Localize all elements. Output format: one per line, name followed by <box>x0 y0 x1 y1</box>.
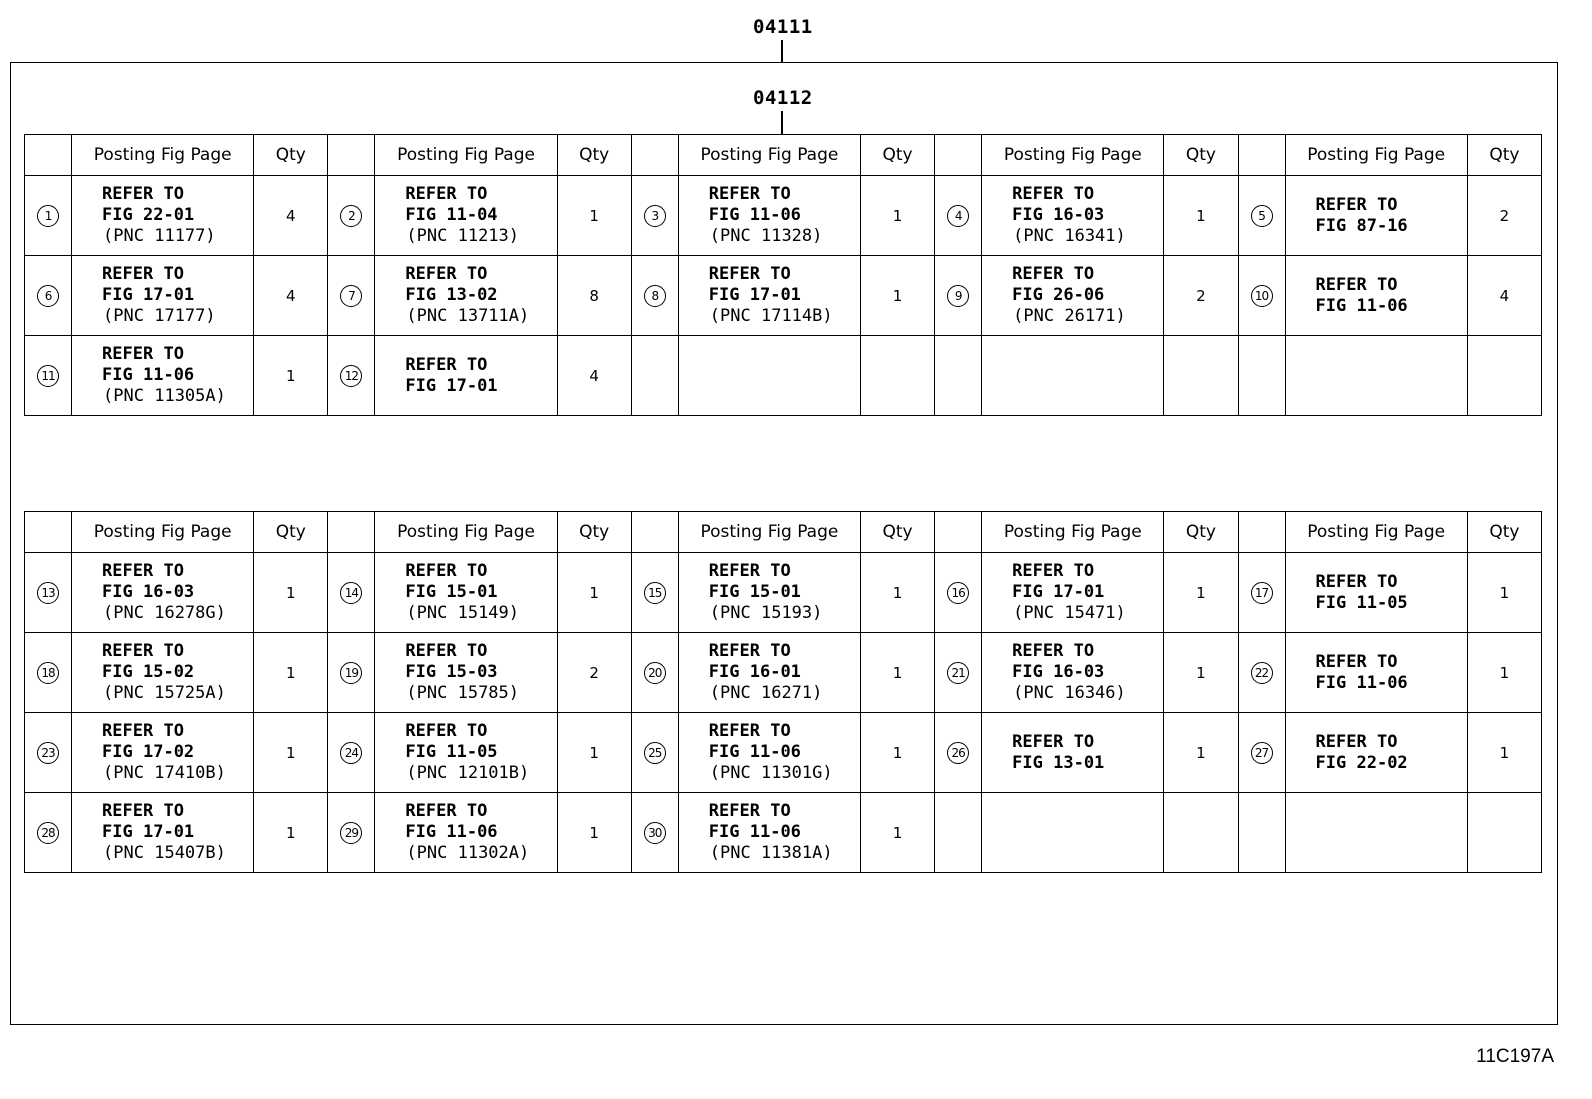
callout-number: 8 <box>644 285 666 307</box>
index-cell <box>25 793 72 873</box>
callout-number: 14 <box>340 582 362 604</box>
reference-cell <box>982 633 1164 713</box>
refer-to-text: REFER TO <box>708 641 791 661</box>
qty-cell: 1 <box>254 713 328 793</box>
refer-to-text: REFER TO <box>102 801 184 821</box>
index-cell <box>1238 336 1285 416</box>
table-row <box>25 713 1542 793</box>
header-index-cell <box>1238 135 1285 176</box>
figure-reference: FIG 11-06 <box>102 365 195 385</box>
figure-reference: FIG 11-06 <box>405 822 498 842</box>
callout-number: 21 <box>947 662 969 684</box>
reference-cell <box>72 633 254 713</box>
index-cell <box>328 793 375 873</box>
qty-cell <box>1164 793 1238 873</box>
header-qty: Qty <box>1164 512 1238 553</box>
table-row <box>25 633 1542 713</box>
refer-to-text: REFER TO <box>102 264 184 284</box>
qty-cell: 1 <box>1164 553 1238 633</box>
refer-to-text: REFER TO <box>1315 274 1398 295</box>
header-index-cell <box>631 512 678 553</box>
refer-to-text: REFER TO <box>1315 194 1398 215</box>
pnc-reference: (PNC 11177) <box>103 226 216 246</box>
figure-reference: FIG 11-06 <box>1315 295 1408 316</box>
callout-number: 20 <box>644 662 666 684</box>
header-index-cell <box>25 512 72 553</box>
reference-cell <box>678 553 860 633</box>
reference-cell <box>72 793 254 873</box>
figure-reference: FIG 26-06 <box>1012 285 1105 305</box>
qty-cell: 1 <box>861 256 935 336</box>
header-qty: Qty <box>1164 135 1238 176</box>
figure-reference: FIG 15-01 <box>708 582 801 602</box>
pnc-reference: (PNC 15785) <box>406 683 520 703</box>
header-index-cell <box>25 135 72 176</box>
qty-cell: 2 <box>1164 256 1238 336</box>
index-cell <box>328 176 375 256</box>
qty-cell: 4 <box>557 336 631 416</box>
callout-number: 26 <box>947 742 969 764</box>
header-index-cell <box>935 135 982 176</box>
index-cell <box>1238 553 1285 633</box>
index-cell <box>935 176 982 256</box>
index-cell <box>935 713 982 793</box>
index-cell <box>631 336 678 416</box>
leader-line-04111 <box>781 40 783 62</box>
parts-table-upper <box>24 134 1542 416</box>
figure-reference: FIG 22-02 <box>1315 752 1408 773</box>
reference-cell <box>72 713 254 793</box>
index-cell <box>25 553 72 633</box>
reference-cell <box>1285 633 1467 713</box>
index-cell <box>631 256 678 336</box>
header-index-cell <box>328 512 375 553</box>
qty-cell: 1 <box>1164 633 1238 713</box>
table-header-row <box>25 135 1542 176</box>
figure-reference: FIG 16-03 <box>1012 662 1105 682</box>
callout-number: 6 <box>37 285 59 307</box>
pnc-reference: (PNC 26171) <box>1013 306 1126 326</box>
index-cell <box>935 633 982 713</box>
refer-to-text: REFER TO <box>102 561 184 581</box>
refer-to-text: REFER TO <box>708 184 791 204</box>
reference-cell <box>72 176 254 256</box>
pnc-reference: (PNC 15407B) <box>103 843 226 863</box>
reference-cell <box>1285 176 1467 256</box>
pnc-reference: (PNC 11305A) <box>103 386 226 406</box>
callout-number: 18 <box>37 662 59 684</box>
index-cell <box>631 553 678 633</box>
parts-table-lower <box>24 511 1542 873</box>
qty-cell <box>1467 336 1541 416</box>
table-row <box>25 176 1542 256</box>
refer-to-text: REFER TO <box>1315 571 1398 592</box>
header-qty: Qty <box>557 135 631 176</box>
pnc-reference: (PNC 11381A) <box>709 843 833 863</box>
index-cell <box>25 633 72 713</box>
callout-number: 9 <box>947 285 969 307</box>
table-row <box>25 553 1542 633</box>
refer-to-text: REFER TO <box>405 354 488 375</box>
pnc-reference: (PNC 12101B) <box>406 763 530 783</box>
header-qty: Qty <box>861 512 935 553</box>
reference-cell <box>982 176 1164 256</box>
index-cell <box>328 553 375 633</box>
callout-number: 29 <box>340 822 362 844</box>
index-cell <box>328 336 375 416</box>
assembly-label-04112: 04112 <box>753 87 813 109</box>
header-posting-fig-page: Posting Fig Page <box>72 135 254 176</box>
pnc-reference: (PNC 16346) <box>1013 683 1126 703</box>
header-qty: Qty <box>1467 512 1541 553</box>
qty-cell: 1 <box>254 633 328 713</box>
refer-to-text: REFER TO <box>708 561 791 581</box>
refer-to-text: REFER TO <box>1012 641 1095 661</box>
reference-cell <box>375 256 557 336</box>
reference-cell <box>982 793 1164 873</box>
index-cell <box>935 553 982 633</box>
qty-cell: 8 <box>557 256 631 336</box>
reference-cell <box>982 553 1164 633</box>
qty-cell <box>861 336 935 416</box>
header-posting-fig-page: Posting Fig Page <box>375 512 557 553</box>
reference-cell <box>1285 713 1467 793</box>
pnc-reference: (PNC 17114B) <box>709 306 833 326</box>
callout-number: 4 <box>947 205 969 227</box>
index-cell <box>328 713 375 793</box>
callout-number: 27 <box>1251 742 1273 764</box>
figure-reference: FIG 11-04 <box>405 205 498 225</box>
pnc-reference: (PNC 11328) <box>709 226 823 246</box>
figure-reference: FIG 87-16 <box>1315 215 1408 236</box>
pnc-reference: (PNC 16271) <box>709 683 823 703</box>
pnc-reference: (PNC 16341) <box>1013 226 1126 246</box>
pnc-reference: (PNC 16278G) <box>103 603 226 623</box>
qty-cell: 1 <box>1467 633 1541 713</box>
figure-reference: FIG 16-03 <box>1012 205 1105 225</box>
reference-cell <box>72 553 254 633</box>
qty-cell: 1 <box>1467 553 1541 633</box>
callout-number: 24 <box>340 742 362 764</box>
figure-reference: FIG 17-01 <box>708 285 801 305</box>
qty-cell: 1 <box>1164 176 1238 256</box>
figure-reference: FIG 17-01 <box>405 375 498 396</box>
header-posting-fig-page: Posting Fig Page <box>375 135 557 176</box>
callout-number: 28 <box>37 822 59 844</box>
reference-cell <box>678 713 860 793</box>
table-row <box>25 793 1542 873</box>
figure-reference: FIG 17-01 <box>1012 582 1105 602</box>
reference-cell <box>375 793 557 873</box>
index-cell <box>1238 713 1285 793</box>
callout-number: 11 <box>37 365 59 387</box>
figure-reference: FIG 13-02 <box>405 285 498 305</box>
figure-reference: FIG 11-06 <box>1315 672 1408 693</box>
figure-reference: FIG 16-01 <box>708 662 801 682</box>
pnc-reference: (PNC 11302A) <box>406 843 530 863</box>
reference-cell <box>375 633 557 713</box>
qty-cell: 4 <box>254 176 328 256</box>
reference-cell <box>375 336 557 416</box>
refer-to-text: REFER TO <box>708 721 791 741</box>
refer-to-text: REFER TO <box>102 344 184 364</box>
index-cell <box>328 633 375 713</box>
qty-cell: 1 <box>557 176 631 256</box>
header-index-cell <box>1238 512 1285 553</box>
header-index-cell <box>935 512 982 553</box>
qty-cell <box>1164 336 1238 416</box>
refer-to-text: REFER TO <box>405 721 488 741</box>
index-cell <box>1238 176 1285 256</box>
header-posting-fig-page: Posting Fig Page <box>72 512 254 553</box>
figure-reference: FIG 11-05 <box>1315 592 1408 613</box>
reference-cell <box>375 176 557 256</box>
callout-number: 5 <box>1251 205 1273 227</box>
callout-number: 2 <box>340 205 362 227</box>
callout-number: 30 <box>644 822 666 844</box>
qty-cell: 4 <box>1467 256 1541 336</box>
index-cell <box>631 176 678 256</box>
refer-to-text: REFER TO <box>102 721 184 741</box>
pnc-reference: (PNC 15149) <box>406 603 520 623</box>
header-posting-fig-page: Posting Fig Page <box>678 135 860 176</box>
refer-to-text: REFER TO <box>1315 651 1398 672</box>
index-cell <box>25 713 72 793</box>
header-qty: Qty <box>861 135 935 176</box>
figure-reference: FIG 15-02 <box>102 662 195 682</box>
header-qty: Qty <box>557 512 631 553</box>
pnc-reference: (PNC 11301G) <box>709 763 833 783</box>
table-row <box>25 336 1542 416</box>
figure-reference: FIG 15-03 <box>405 662 498 682</box>
index-cell <box>631 793 678 873</box>
reference-cell <box>678 633 860 713</box>
index-cell <box>935 336 982 416</box>
qty-cell: 2 <box>1467 176 1541 256</box>
reference-cell <box>72 336 254 416</box>
figure-reference: FIG 22-01 <box>102 205 195 225</box>
refer-to-text: REFER TO <box>1012 731 1095 752</box>
header-posting-fig-page: Posting Fig Page <box>982 135 1164 176</box>
index-cell <box>935 793 982 873</box>
refer-to-text: REFER TO <box>102 641 184 661</box>
reference-cell <box>1285 553 1467 633</box>
header-posting-fig-page: Posting Fig Page <box>1285 512 1467 553</box>
refer-to-text: REFER TO <box>102 184 184 204</box>
index-cell <box>631 633 678 713</box>
index-cell <box>1238 793 1285 873</box>
qty-cell: 1 <box>254 793 328 873</box>
figure-reference: FIG 17-02 <box>102 742 195 762</box>
qty-cell: 4 <box>254 256 328 336</box>
callout-number: 15 <box>644 582 666 604</box>
figure-reference: FIG 16-03 <box>102 582 195 602</box>
index-cell <box>1238 633 1285 713</box>
callout-number: 1 <box>37 205 59 227</box>
header-qty: Qty <box>254 135 328 176</box>
qty-cell: 1 <box>861 633 935 713</box>
qty-cell: 1 <box>254 553 328 633</box>
qty-cell: 1 <box>254 336 328 416</box>
pnc-reference: (PNC 15725A) <box>103 683 226 703</box>
refer-to-text: REFER TO <box>708 264 791 284</box>
qty-cell: 1 <box>861 793 935 873</box>
pnc-reference: (PNC 15471) <box>1013 603 1126 623</box>
index-cell <box>631 713 678 793</box>
pnc-reference: (PNC 15193) <box>709 603 823 623</box>
callout-number: 16 <box>947 582 969 604</box>
refer-to-text: REFER TO <box>405 641 488 661</box>
reference-cell <box>982 336 1164 416</box>
qty-cell: 1 <box>861 553 935 633</box>
pnc-reference: (PNC 17177) <box>103 306 216 326</box>
reference-cell <box>1285 793 1467 873</box>
callout-number: 7 <box>340 285 362 307</box>
refer-to-text: REFER TO <box>1012 184 1095 204</box>
header-index-cell <box>328 135 375 176</box>
reference-cell <box>1285 256 1467 336</box>
refer-to-text: REFER TO <box>708 801 791 821</box>
refer-to-text: REFER TO <box>405 561 488 581</box>
pnc-reference: (PNC 11213) <box>406 226 520 246</box>
qty-cell: 1 <box>1164 713 1238 793</box>
header-posting-fig-page: Posting Fig Page <box>678 512 860 553</box>
reference-cell <box>678 176 860 256</box>
callout-number: 19 <box>340 662 362 684</box>
qty-cell: 2 <box>557 633 631 713</box>
table-header-row <box>25 512 1542 553</box>
header-qty: Qty <box>254 512 328 553</box>
callout-number: 10 <box>1251 285 1273 307</box>
header-posting-fig-page: Posting Fig Page <box>1285 135 1467 176</box>
callout-number: 3 <box>644 205 666 227</box>
refer-to-text: REFER TO <box>405 184 488 204</box>
leader-line-04112 <box>781 111 783 134</box>
header-posting-fig-page: Posting Fig Page <box>982 512 1164 553</box>
index-cell <box>1238 256 1285 336</box>
callout-number: 22 <box>1251 662 1273 684</box>
pnc-reference: (PNC 13711A) <box>406 306 530 326</box>
header-qty: Qty <box>1467 135 1541 176</box>
figure-reference: FIG 11-06 <box>708 822 801 842</box>
reference-cell <box>678 256 860 336</box>
callout-number: 13 <box>37 582 59 604</box>
figure-reference: FIG 17-01 <box>102 285 195 305</box>
reference-cell <box>375 553 557 633</box>
reference-cell <box>678 793 860 873</box>
refer-to-text: REFER TO <box>1315 731 1398 752</box>
assembly-label-04111: 04111 <box>753 16 813 38</box>
qty-cell: 1 <box>557 713 631 793</box>
refer-to-text: REFER TO <box>405 801 488 821</box>
figure-reference: FIG 11-06 <box>708 742 801 762</box>
illustration-code: 11C197A <box>1476 1046 1554 1067</box>
index-cell <box>25 256 72 336</box>
index-cell <box>25 336 72 416</box>
reference-cell <box>678 336 860 416</box>
index-cell <box>25 176 72 256</box>
table-row <box>25 256 1542 336</box>
qty-cell: 1 <box>1467 713 1541 793</box>
figure-reference: FIG 17-01 <box>102 822 195 842</box>
index-cell <box>328 256 375 336</box>
qty-cell: 1 <box>557 553 631 633</box>
refer-to-text: REFER TO <box>1012 561 1095 581</box>
reference-cell <box>982 713 1164 793</box>
figure-reference: FIG 11-06 <box>708 205 801 225</box>
reference-cell <box>375 713 557 793</box>
figure-reference: FIG 15-01 <box>405 582 498 602</box>
figure-reference: FIG 11-05 <box>405 742 498 762</box>
figure-reference: FIG 13-01 <box>1012 752 1105 773</box>
callout-number: 17 <box>1251 582 1273 604</box>
qty-cell: 1 <box>861 713 935 793</box>
reference-cell <box>72 256 254 336</box>
refer-to-text: REFER TO <box>405 264 488 284</box>
reference-cell <box>982 256 1164 336</box>
refer-to-text: REFER TO <box>1012 264 1095 284</box>
qty-cell: 1 <box>861 176 935 256</box>
index-cell <box>935 256 982 336</box>
pnc-reference: (PNC 17410B) <box>103 763 226 783</box>
callout-number: 25 <box>644 742 666 764</box>
callout-number: 23 <box>37 742 59 764</box>
callout-number: 12 <box>340 365 362 387</box>
qty-cell <box>1467 793 1541 873</box>
reference-cell <box>1285 336 1467 416</box>
header-index-cell <box>631 135 678 176</box>
qty-cell: 1 <box>557 793 631 873</box>
